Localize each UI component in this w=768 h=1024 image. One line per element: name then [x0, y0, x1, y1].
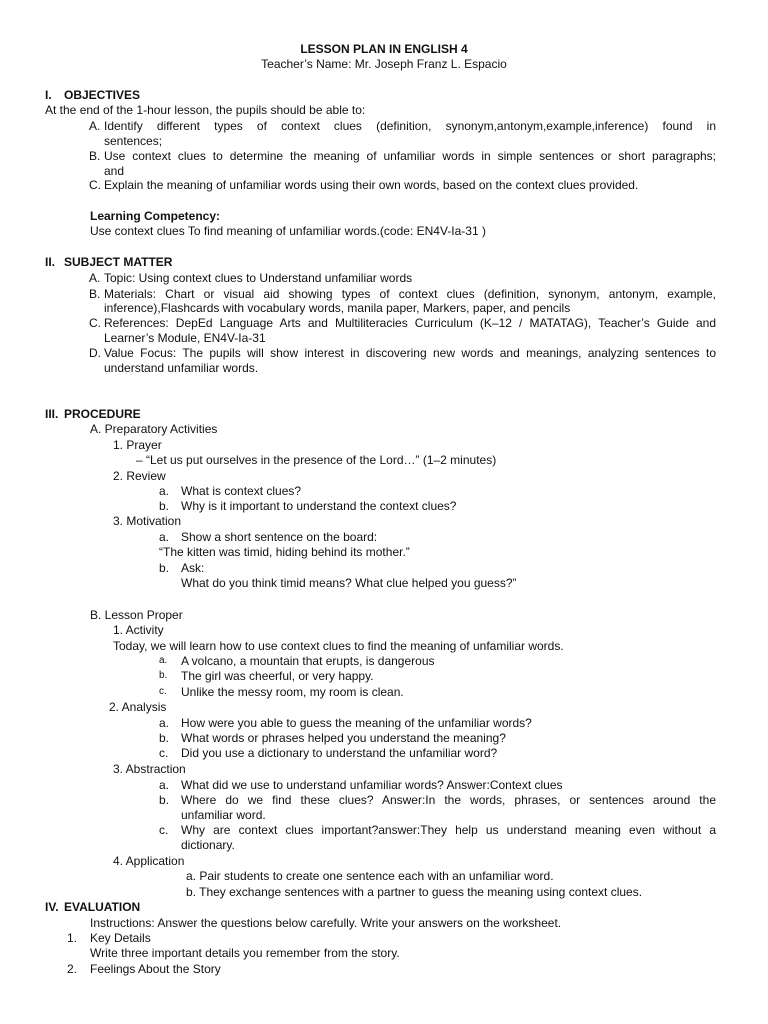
review-item-b: Why is it important to understand the context clues?: [181, 499, 457, 513]
analysis-label-b: b.: [159, 731, 170, 745]
subject-references-line2: Learner’s Module, EN4V-Ia-31: [104, 331, 266, 345]
motivation-label-a: a.: [159, 530, 170, 544]
lesson-proper-heading: B. Lesson Proper: [90, 608, 183, 622]
activity-label-a: a.: [159, 655, 168, 666]
abstraction-label-a: a.: [159, 778, 170, 792]
section-number-subject-matter: II.: [45, 255, 56, 269]
abstraction-item-c-line1: Why are context clues important?answer:They help us understand meaning even without a: [181, 823, 716, 837]
activity-item-a: A volcano, a mountain that erupts, is dangerous: [181, 654, 435, 668]
objective-c-line1: Explain the meaning of unfamiliar words using their own words, based on the context clues provided.: [104, 178, 639, 192]
subject-references-line1: References: DepEd Language Arts and Multiliteracies Curriculum (K–12 / MATATAG), Teacher’s Guide and: [104, 316, 716, 330]
abstraction-item-a: What did we use to understand unfamiliar words? Answer:Context clues: [181, 778, 563, 792]
subject-label-d: D.: [89, 346, 101, 360]
motivation-quote: “The kitten was timid, hiding behind its mother.”: [159, 545, 410, 559]
review-heading: 2. Review: [113, 469, 166, 483]
prayer-heading: 1. Prayer: [113, 438, 162, 452]
prayer-text: – “Let us put ourselves in the presence of the Lord…” (1–2 minutes): [136, 453, 497, 467]
motivation-item-a: Show a short sentence on the board:: [181, 530, 378, 544]
objective-a-line1: Identify different types of context clues (definition, synonym,antonym,example,inference) found in: [104, 119, 716, 133]
activity-item-c: Unlike the messy room, my room is clean.: [181, 685, 404, 699]
evaluation-item-2-title: Feelings About the Story: [90, 962, 221, 976]
section-number-evaluation: IV.: [45, 900, 59, 914]
review-item-a: What is context clues?: [181, 484, 302, 498]
objectives-intro: At the end of the 1-hour lesson, the pupils should be able to:: [45, 103, 366, 117]
motivation-ask: What do you think timid means? What clue helped you guess?”: [181, 576, 517, 590]
analysis-heading: 2. Analysis: [109, 700, 167, 714]
motivation-heading: 3. Motivation: [113, 514, 182, 528]
abstraction-item-b-line1: Where do we find these clues? Answer:In the words, phrases, or sentences around the: [181, 793, 716, 807]
evaluation-item-1-title: Key Details: [90, 931, 151, 945]
section-heading-evaluation: EVALUATION: [64, 900, 141, 914]
analysis-label-a: a.: [159, 716, 170, 730]
subject-materials-line2: inference),Flashcards with vocabulary words, manila paper, Markers, paper, and pencils: [104, 301, 571, 315]
activity-intro: Today, we will learn how to use context clues to find the meaning of unfamiliar words.: [113, 639, 564, 653]
motivation-item-b: Ask:: [181, 561, 205, 575]
analysis-item-a: How were you able to guess the meaning of the unfamiliar words?: [181, 716, 532, 730]
review-label-b: b.: [159, 499, 170, 513]
learning-competency-label: Learning Competency:: [90, 209, 221, 223]
subject-label-c: C.: [89, 316, 101, 330]
subject-topic: Topic: Using context clues to Understand unfamiliar words: [104, 271, 413, 285]
page-title: LESSON PLAN IN ENGLISH 4: [300, 42, 468, 56]
objective-label-c: C.: [89, 178, 101, 192]
teacher-name: Teacher’s Name: Mr. Joseph Franz L. Espacio: [261, 57, 507, 71]
abstraction-item-c-line2: dictionary.: [181, 838, 235, 852]
objective-label-b: B.: [89, 149, 101, 163]
evaluation-number-2: 2.: [67, 962, 78, 976]
abstraction-item-b-line2: unfamiliar word.: [181, 808, 266, 822]
analysis-item-c: Did you use a dictionary to understand the unfamiliar word?: [181, 746, 498, 760]
activity-label-b: b.: [159, 670, 168, 681]
application-item-a: a. Pair students to create one sentence each with an unfamiliar word.: [186, 869, 554, 883]
objective-b-line2: and: [104, 164, 125, 178]
preparatory-activities-heading: A. Preparatory Activities: [90, 422, 218, 436]
analysis-item-b: What words or phrases helped you understand the meaning?: [181, 731, 506, 745]
subject-materials-line1: Materials: Chart or visual aid showing types of context clues (definition, synonym, antonym, example,: [104, 287, 716, 301]
subject-label-a: A.: [89, 271, 101, 285]
evaluation-item-1-desc: Write three important details you remember from the story.: [90, 946, 400, 960]
learning-competency-text: Use context clues To find meaning of unfamiliar words.(code: EN4V-Ia-31 ): [90, 224, 486, 238]
objective-label-a: A.: [89, 119, 101, 133]
objective-a-line2: sentences;: [104, 134, 163, 148]
activity-item-b: The girl was cheerful, or very happy.: [181, 669, 374, 683]
section-number-objectives: I.: [45, 88, 52, 102]
section-number-procedure: III.: [45, 407, 59, 421]
motivation-label-b: b.: [159, 561, 170, 575]
analysis-label-c: c.: [159, 746, 169, 760]
evaluation-instructions: Instructions: Answer the questions below carefully. Write your answers on the worksheet.: [90, 916, 562, 930]
section-heading-procedure: PROCEDURE: [64, 407, 141, 421]
section-heading-objectives: OBJECTIVES: [64, 88, 141, 102]
subject-value-focus-line2: understand unfamiliar words.: [104, 361, 259, 375]
subject-label-b: B.: [89, 287, 101, 301]
section-heading-subject-matter: SUBJECT MATTER: [64, 255, 173, 269]
evaluation-number-1: 1.: [67, 931, 78, 945]
review-label-a: a.: [159, 484, 170, 498]
objective-b-line1: Use context clues to determine the meaning of unfamiliar words in simple sentences or short paragraphs;: [104, 149, 716, 163]
subject-value-focus-line1: Value Focus: The pupils will show interest in discovering new words and meanings, analyzing sentences to: [104, 346, 716, 360]
activity-heading: 1. Activity: [113, 623, 164, 637]
activity-label-c: c.: [159, 686, 167, 697]
abstraction-label-c: c.: [159, 823, 169, 837]
application-item-b: b. They exchange sentences with a partner to guess the meaning using context clues.: [186, 885, 643, 899]
application-heading: 4. Application: [113, 854, 185, 868]
abstraction-heading: 3. Abstraction: [113, 762, 186, 776]
abstraction-label-b: b.: [159, 793, 170, 807]
